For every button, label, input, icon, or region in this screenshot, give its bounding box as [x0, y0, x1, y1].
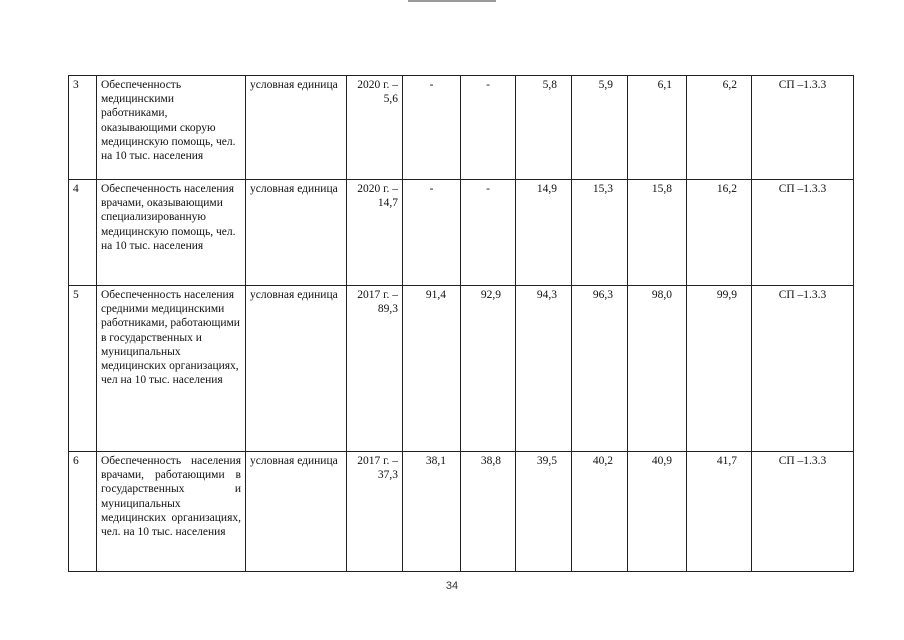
value-cell: 91,4	[403, 286, 461, 452]
value-cell: 40,2	[572, 452, 628, 572]
value-cell: 15,3	[572, 180, 628, 286]
value-cell: -	[461, 76, 516, 180]
source-cell: СП –1.3.3	[752, 286, 854, 452]
value-cell: 99,9	[687, 286, 752, 452]
value-cell: 92,9	[461, 286, 516, 452]
indicator-name: Обеспеченность населения средними медицинскими работниками, работающими в государственных и муниципальных медицинских организациях, чел на 10 тыс. населения	[97, 286, 246, 452]
base-value-cell: 2017 г. – 37,3	[347, 452, 403, 572]
value-cell: 6,2	[687, 76, 752, 180]
unit-cell: условная единица	[246, 180, 347, 286]
value-cell: 6,1	[628, 76, 687, 180]
unit-cell: условная единица	[246, 286, 347, 452]
value-cell: 94,3	[516, 286, 572, 452]
source-cell: СП –1.3.3	[752, 76, 854, 180]
header-rule	[408, 0, 496, 2]
row-number: 6	[69, 452, 97, 572]
value-cell: -	[403, 76, 461, 180]
indicator-name: Обеспеченность медицинскими работниками, оказывающими скорую медицинскую помощь, чел. на 10 тыс. населения	[97, 76, 246, 180]
base-value-cell: 2020 г. – 14,7	[347, 180, 403, 286]
row-number: 5	[69, 286, 97, 452]
table-row	[69, 76, 854, 180]
value-cell: 96,3	[572, 286, 628, 452]
value-cell: 98,0	[628, 286, 687, 452]
indicator-name: Обеспеченность населения врачами, оказывающими специализированную медицинскую помощь, чел. на 10 тыс. населения	[97, 180, 246, 286]
page-number: 34	[445, 580, 459, 592]
indicator-name: Обеспеченность населения врачами, работающими в государственных и муниципальных медицинских организациях, чел. на 10 тыс. населения	[97, 452, 246, 572]
value-cell: -	[403, 180, 461, 286]
value-cell: 38,1	[403, 452, 461, 572]
table-row	[69, 452, 854, 572]
value-cell: 39,5	[516, 452, 572, 572]
unit-cell: условная единица	[246, 452, 347, 572]
base-value-cell: 2020 г. – 5,6	[347, 76, 403, 180]
value-cell: 38,8	[461, 452, 516, 572]
value-cell: 14,9	[516, 180, 572, 286]
row-number: 4	[69, 180, 97, 286]
value-cell: 5,8	[516, 76, 572, 180]
value-cell: 5,9	[572, 76, 628, 180]
indicators-table	[68, 75, 854, 572]
value-cell: 16,2	[687, 180, 752, 286]
base-value-cell: 2017 г. – 89,3	[347, 286, 403, 452]
value-cell: 41,7	[687, 452, 752, 572]
value-cell: 15,8	[628, 180, 687, 286]
unit-cell: условная единица	[246, 76, 347, 180]
row-number: 3	[69, 76, 97, 180]
source-cell: СП –1.3.3	[752, 180, 854, 286]
source-cell: СП –1.3.3	[752, 452, 854, 572]
value-cell: -	[461, 180, 516, 286]
table-row	[69, 286, 854, 452]
value-cell: 40,9	[628, 452, 687, 572]
table-row	[69, 180, 854, 286]
